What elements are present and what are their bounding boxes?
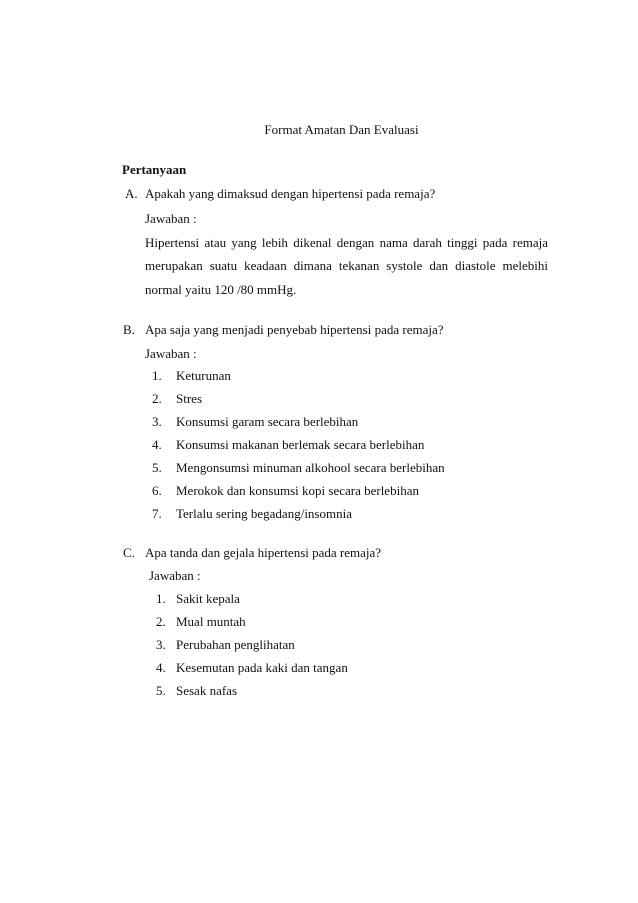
question-b-text: Apa saja yang menjadi penyebab hipertensi pada remaja? bbox=[145, 322, 444, 337]
question-a-answer-line: Hipertensi atau yang lebih dikenal dengan nama darah tinggi pada remaja bbox=[145, 235, 548, 250]
list-item: Perubahan penglihatan bbox=[176, 637, 295, 652]
list-item-number: 3. bbox=[152, 414, 162, 429]
list-item: Kesemutan pada kaki dan tangan bbox=[176, 660, 348, 675]
list-item-number: 1. bbox=[152, 368, 162, 383]
list-item-number: 4. bbox=[156, 660, 166, 675]
list-item-number: 4. bbox=[152, 437, 162, 452]
question-a-answer-line: normal yaitu 120 /80 mmHg. bbox=[145, 282, 297, 297]
section-heading: Pertanyaan bbox=[122, 162, 187, 177]
list-item-number: 2. bbox=[156, 614, 166, 629]
list-item: Konsumsi makanan berlemak secara berlebihan bbox=[176, 437, 425, 452]
question-a-marker: A. bbox=[125, 186, 138, 201]
list-item: Sakit kepala bbox=[176, 591, 240, 606]
list-item-number: 2. bbox=[152, 391, 162, 406]
question-b-marker: B. bbox=[123, 322, 135, 337]
question-b-answer-label: Jawaban : bbox=[145, 346, 197, 361]
question-c-marker: C. bbox=[123, 545, 135, 560]
list-item-number: 7. bbox=[152, 506, 162, 521]
question-c-answer-label: Jawaban : bbox=[149, 568, 201, 583]
list-item: Terlalu sering begadang/insomnia bbox=[176, 506, 352, 521]
question-a-text: Apakah yang dimaksud dengan hipertensi pada remaja? bbox=[145, 186, 436, 201]
question-a-answer-label: Jawaban : bbox=[145, 211, 197, 226]
list-item: Merokok dan konsumsi kopi secara berlebihan bbox=[176, 483, 419, 498]
list-item-number: 1. bbox=[156, 591, 166, 606]
list-item: Mual muntah bbox=[176, 614, 246, 629]
list-item: Konsumsi garam secara berlebihan bbox=[176, 414, 359, 429]
list-item: Mengonsumsi minuman alkohool secara berlebihan bbox=[176, 460, 445, 475]
list-item-number: 3. bbox=[156, 637, 166, 652]
list-item: Stres bbox=[176, 391, 202, 406]
document-title: Format Amatan Dan Evaluasi bbox=[264, 122, 419, 137]
list-item: Sesak nafas bbox=[176, 683, 238, 698]
list-item-number: 5. bbox=[156, 683, 166, 698]
question-a-answer-line: merupakan suatu keadaan dimana tekanan systole dan diastole melebihi bbox=[145, 258, 548, 273]
question-c-text: Apa tanda dan gejala hipertensi pada remaja? bbox=[145, 545, 382, 560]
list-item-number: 6. bbox=[152, 483, 162, 498]
list-item: Keturunan bbox=[176, 368, 231, 383]
list-item-number: 5. bbox=[152, 460, 162, 475]
